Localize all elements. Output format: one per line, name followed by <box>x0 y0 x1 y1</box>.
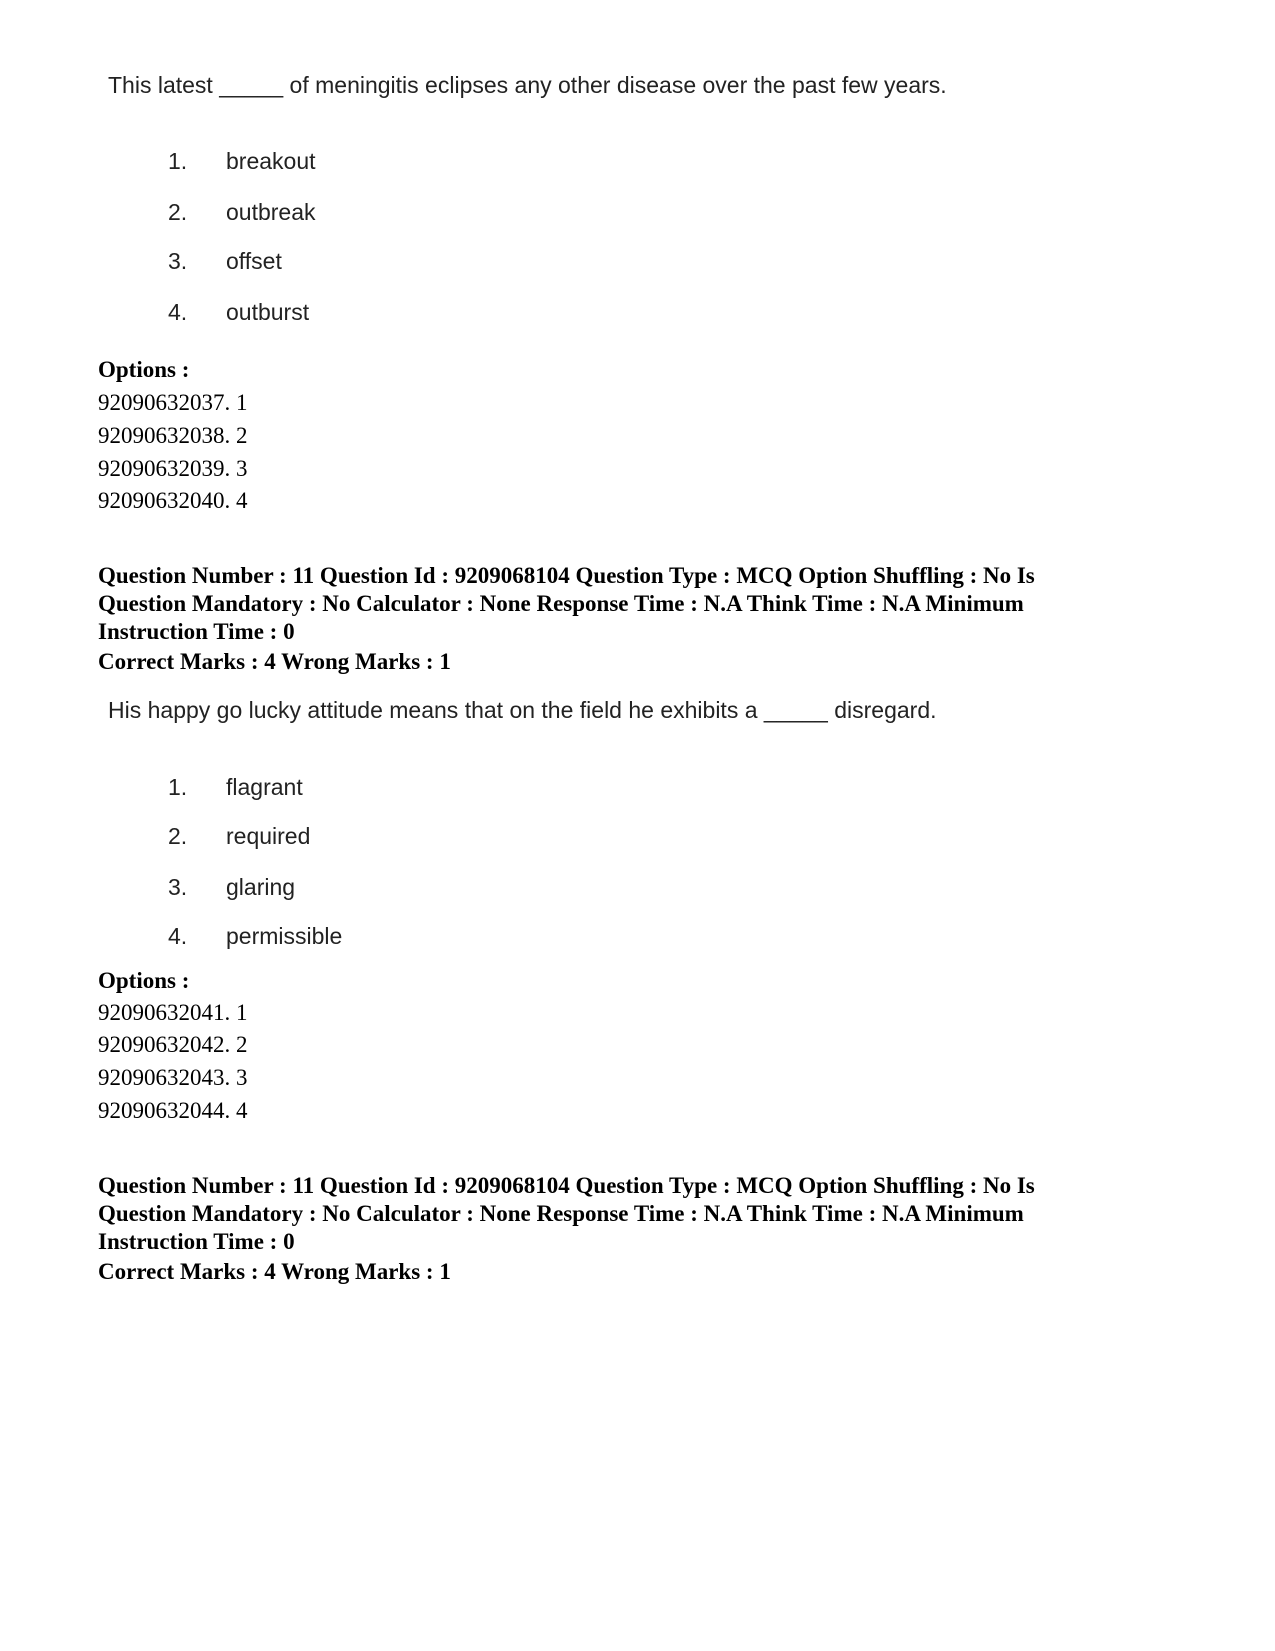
question-image-b <box>108 696 968 949</box>
choice-text: flagrant <box>226 774 303 800</box>
choice-text: offset <box>226 248 282 274</box>
option-id: 92090632044. 4 <box>98 1098 248 1123</box>
option-id: 92090632042. 2 <box>98 1032 248 1057</box>
option-id: 92090632038. 2 <box>98 423 248 448</box>
question-text: His happy go lucky attitude means that on the field he exhibits a _____ disregard. <box>108 697 937 723</box>
option-id: 92090632040. 4 <box>98 488 248 513</box>
choice-text: breakout <box>226 148 316 174</box>
choice-number: 2. <box>168 823 188 849</box>
choice-text: glaring <box>226 874 296 900</box>
question-meta: Question Number : 11 Question Id : 9209068104 Question Type : MCQ Option Shuffling : No Is Question Mandatory : No Calculator : None Response Time : N.A Think Time : N.A Minimum Instruction Time : 0 <box>98 563 1035 644</box>
question-image-a <box>108 71 968 325</box>
options-label: Options : <box>98 968 190 993</box>
marks-info: Correct Marks : 4 Wrong Marks : 1 <box>98 649 451 674</box>
marks-info: Correct Marks : 4 Wrong Marks : 1 <box>98 1259 451 1284</box>
question-text: This latest _____ of meningitis eclipses any other disease over the past few years. <box>108 72 947 98</box>
question-meta: Question Number : 11 Question Id : 9209068104 Question Type : MCQ Option Shuffling : No Is Question Mandatory : No Calculator : None Response Time : N.A Think Time : N.A Minimum Instruction Time : 0 <box>98 1173 1035 1254</box>
choice-number: 4. <box>168 299 188 325</box>
options-label: Options : <box>98 357 190 382</box>
choice-number: 1. <box>168 774 188 800</box>
choice-text: outbreak <box>226 199 316 225</box>
choice-number: 4. <box>168 923 188 949</box>
choice-text: permissible <box>226 923 343 949</box>
option-id: 92090632043. 3 <box>98 1065 248 1090</box>
option-id: 92090632037. 1 <box>98 390 248 415</box>
choice-number: 3. <box>168 248 188 274</box>
choice-number: 3. <box>168 874 188 900</box>
choice-text: required <box>226 823 311 849</box>
choice-number: 1. <box>168 148 188 174</box>
option-id: 92090632039. 3 <box>98 456 248 481</box>
choice-number: 2. <box>168 199 188 225</box>
choice-text: outburst <box>226 299 310 325</box>
option-id: 92090632041. 1 <box>98 1000 248 1025</box>
